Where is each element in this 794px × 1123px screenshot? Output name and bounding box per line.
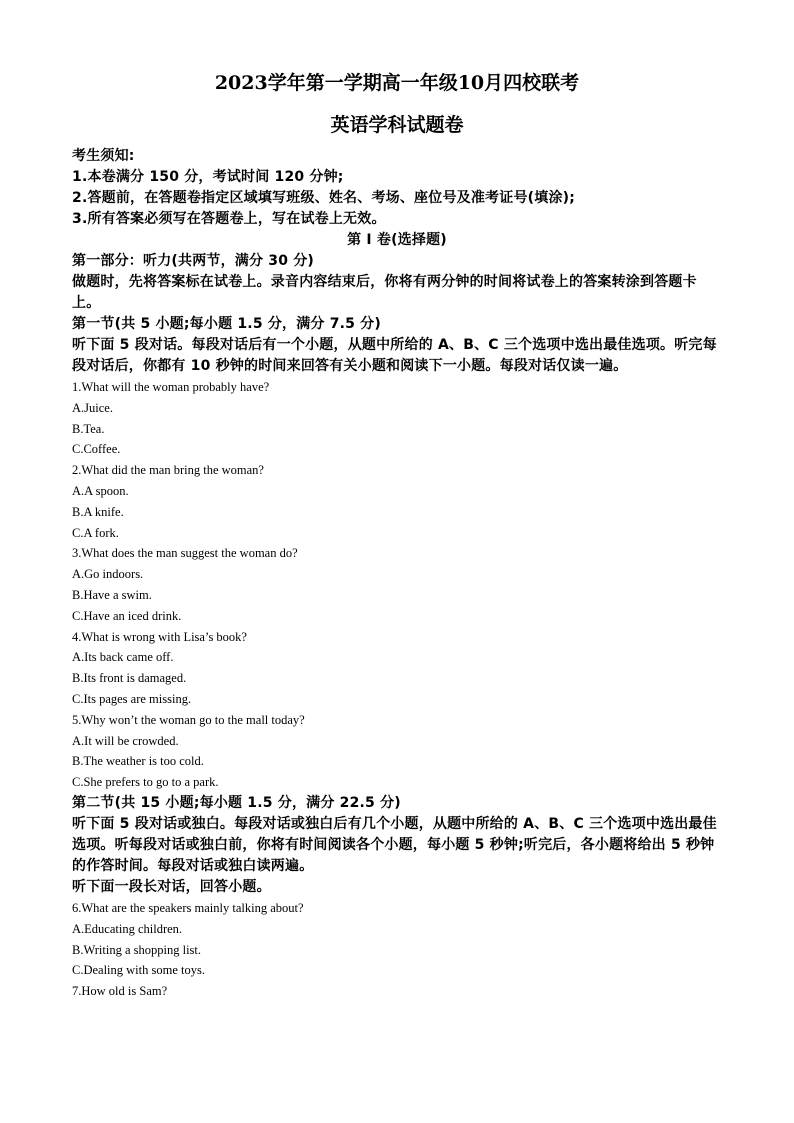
- question-5-option-a: A.It will be crowded.: [72, 733, 179, 748]
- question-6-option-c: C.Dealing with some toys.: [72, 963, 205, 978]
- question-1: 1.What will the woman probably have?: [72, 380, 270, 394]
- exam-subtitle: 英语学科试题卷: [330, 114, 464, 136]
- question-1-option-b: B.Tea.: [72, 421, 105, 436]
- question-2-option-b: B.A knife.: [72, 504, 124, 519]
- question-2-option-c: C.A fork.: [72, 525, 119, 540]
- question-2: 2.What did the man bring the woman?: [72, 463, 264, 478]
- exam-page: [72, 62, 722, 1002]
- section2-questions: [72, 898, 722, 1002]
- question-4: 4.What is wrong with Lisa’s book?: [72, 629, 247, 644]
- notice-item-2: 2.答题前，在答题卷指定区域填写班级、姓名、考场、座位号及准考证号(填涂);: [72, 190, 576, 206]
- question-2-option-a: A.A spoon.: [72, 483, 129, 498]
- part1-instruction: 做题时，先将答案标在试卷上。录音内容结束后，你将有两分钟的时间将试卷上的答案转涂到答题卡上。: [72, 274, 697, 311]
- section2-instruction: 听下面 5 段对话或独白。每段对话或独白后有几个小题，从题中所给的 A、B、C 三个选项中选出最佳选项。听每段对话或独白前，你将有时间阅读各个小题，每小题 5 秒钟;听完后，各小题将给出 5 秒钟的作答时间。每段对话或独白读两遍。: [72, 815, 717, 874]
- part1-heading: 第一部分：听力(共两节，满分 30 分): [72, 253, 315, 269]
- question-4-option-c: C.Its pages are missing.: [72, 691, 192, 706]
- section1-instruction: 听下面 5 段对话。每段对话后有一个小题，从题中所给的 A、B、C 三个选项中选出最佳选项。听完每段对话后，你都有 10 秒钟的时间来回答有关小题和阅读下一小题。每段对话仅读一遍。: [72, 337, 717, 374]
- question-7: 7.How old is Sam?: [72, 984, 168, 999]
- question-4-option-a: A.Its back came off.: [72, 650, 174, 665]
- question-3-option-b: B.Have a swim.: [72, 587, 152, 602]
- question-3: 3.What does the man suggest the woman do?: [72, 546, 298, 561]
- question-5: 5.Why won’t the woman go to the mall today?: [72, 712, 305, 727]
- question-3-option-a: A.Go indoors.: [72, 567, 144, 582]
- question-1-option-a: A.Juice.: [72, 400, 113, 415]
- section1-questions: [72, 377, 722, 793]
- question-6: 6.What are the speakers mainly talking about?: [72, 900, 304, 915]
- question-3-option-c: C.Have an iced drink.: [72, 608, 182, 623]
- volume-title: 第 I 卷(选择题): [347, 232, 447, 248]
- section1-heading: 第一节(共 5 小题;每小题 1.5 分，满分 7.5 分): [72, 316, 381, 332]
- question-6-option-b: B.Writing a shopping list.: [72, 942, 202, 957]
- question-5-option-c: C.She prefers to go to a park.: [72, 775, 219, 790]
- question-6-option-a: A.Educating children.: [72, 921, 183, 936]
- notice-item-1: 1.本卷满分 150 分，考试时间 120 分钟;: [72, 169, 344, 185]
- question-4-option-b: B.Its front is damaged.: [72, 671, 187, 686]
- notice-heading: 考生须知:: [72, 148, 135, 164]
- question-1-option-c: C.Coffee.: [72, 442, 121, 457]
- section2-sub-instruction: 听下面一段长对话，回答小题。: [72, 878, 271, 895]
- section2-heading: 第二节(共 15 小题;每小题 1.5 分，满分 22.5 分): [72, 794, 401, 811]
- question-5-option-b: B.The weather is too cold.: [72, 754, 204, 769]
- exam-title: 2023学年第一学期高一年级10月四校联考: [214, 72, 580, 94]
- notice-item-3: 3.所有答案必须写在答题卷上，写在试卷上无效。: [72, 211, 386, 227]
